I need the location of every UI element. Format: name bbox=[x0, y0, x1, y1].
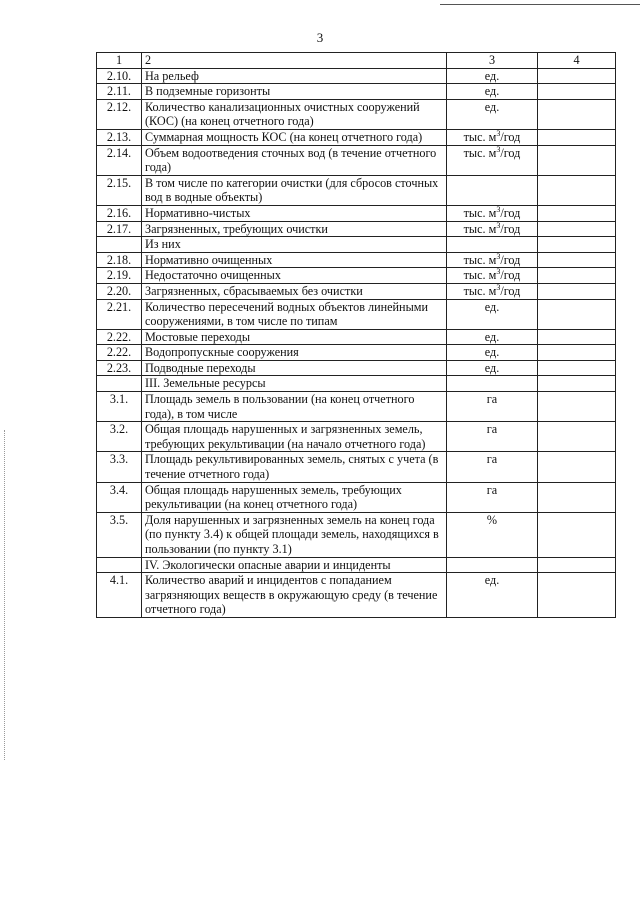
indicator-name: Количество пересечений водных объектов линейными сооружениями, в том числе по типам bbox=[142, 299, 447, 329]
value-cell bbox=[538, 283, 616, 299]
row-number bbox=[97, 376, 142, 392]
table-row bbox=[97, 360, 616, 376]
unit-cell: ед. bbox=[447, 84, 538, 100]
value-cell bbox=[538, 237, 616, 253]
header-col-4: 4 bbox=[538, 53, 616, 69]
row-number bbox=[97, 557, 142, 573]
table-row bbox=[97, 237, 616, 253]
value-cell bbox=[538, 422, 616, 452]
unit-cell: га bbox=[447, 482, 538, 512]
indicator-name: Загрязненных, сбрасываемых без очистки bbox=[142, 283, 447, 299]
row-number: 3.1. bbox=[97, 392, 142, 422]
indicator-name: Площадь земель в пользовании (на конец отчетного года), в том числе bbox=[142, 392, 447, 422]
table-row bbox=[97, 99, 616, 129]
row-number: 2.14. bbox=[97, 145, 142, 175]
table-row bbox=[97, 283, 616, 299]
indicator-name: Мостовые переходы bbox=[142, 329, 447, 345]
row-number: 2.22. bbox=[97, 329, 142, 345]
value-cell bbox=[538, 329, 616, 345]
unit-cell bbox=[447, 129, 538, 145]
value-cell bbox=[538, 221, 616, 237]
indicator-name: Общая площадь нарушенных и загрязненных земель, требующих рекультивации (на начало отчетного года) bbox=[142, 422, 447, 452]
unit-text: тыс. м bbox=[463, 268, 497, 283]
section-row bbox=[97, 376, 616, 392]
table-row bbox=[97, 345, 616, 361]
value-cell bbox=[538, 299, 616, 329]
value-cell bbox=[538, 376, 616, 392]
table-row bbox=[97, 329, 616, 345]
value-cell bbox=[538, 268, 616, 284]
unit-text: тыс. м bbox=[463, 283, 497, 298]
unit-exponent: 3 bbox=[496, 204, 501, 214]
unit-suffix: /год bbox=[500, 283, 521, 298]
unit-exponent: 3 bbox=[496, 267, 501, 277]
value-cell bbox=[538, 360, 616, 376]
unit-cell: ед. bbox=[447, 329, 538, 345]
header-row bbox=[97, 53, 616, 69]
value-cell bbox=[538, 68, 616, 84]
unit-cell bbox=[447, 221, 538, 237]
indicator-name: На рельеф bbox=[142, 68, 447, 84]
unit-suffix: /год bbox=[500, 145, 521, 160]
header-col-2: 2 bbox=[142, 53, 447, 69]
unit-cell bbox=[447, 237, 538, 253]
unit-suffix: /год bbox=[500, 129, 521, 144]
row-number: 2.23. bbox=[97, 360, 142, 376]
unit-text: тыс. м bbox=[463, 205, 497, 220]
row-number: 2.21. bbox=[97, 299, 142, 329]
page-number: 3 bbox=[316, 30, 324, 45]
table-row bbox=[97, 145, 616, 175]
unit-suffix: /год bbox=[500, 268, 521, 283]
indicator-name: Нормативно очищенных bbox=[142, 252, 447, 268]
value-cell bbox=[538, 99, 616, 129]
table-row bbox=[97, 129, 616, 145]
indicator-name: В том числе по категории очистки (для сбросов сточных вод в водные объекты) bbox=[142, 175, 447, 205]
unit-exponent: 3 bbox=[496, 144, 501, 154]
unit-exponent: 3 bbox=[496, 220, 501, 230]
value-cell bbox=[538, 175, 616, 205]
table-row bbox=[97, 268, 616, 284]
indicator-name: Общая площадь нарушенных земель, требующих рекультивации (на конец отчетного года) bbox=[142, 482, 447, 512]
unit-text: тыс. м bbox=[463, 129, 497, 144]
unit-exponent: 3 bbox=[496, 282, 501, 292]
row-number: 2.13. bbox=[97, 129, 142, 145]
table-row bbox=[97, 84, 616, 100]
indicator-name: Доля нарушенных и загрязненных земель на конец года (по пункту 3.4) к общей площади земель, находящихся в пользовании (по пункту 3.1) bbox=[142, 512, 447, 557]
row-number: 3.4. bbox=[97, 482, 142, 512]
unit-cell: ед. bbox=[447, 68, 538, 84]
table-row bbox=[97, 573, 616, 618]
unit-cell bbox=[447, 145, 538, 175]
table-row bbox=[97, 452, 616, 482]
value-cell bbox=[538, 205, 616, 221]
unit-cell: ед. bbox=[447, 360, 538, 376]
scan-edge-marks bbox=[4, 430, 6, 760]
top-rule bbox=[440, 4, 640, 5]
unit-cell: га bbox=[447, 392, 538, 422]
unit-cell bbox=[447, 268, 538, 284]
indicator-name: Загрязненных, требующих очистки bbox=[142, 221, 447, 237]
unit-suffix: /год bbox=[500, 205, 521, 220]
value-cell bbox=[538, 345, 616, 361]
indicator-name: Количество канализационных очистных сооружений (КОС) (на конец отчетного года) bbox=[142, 99, 447, 129]
row-number: 4.1. bbox=[97, 573, 142, 618]
section-title: IV. Экологически опасные аварии и инциденты bbox=[142, 557, 447, 573]
unit-cell: га bbox=[447, 422, 538, 452]
indicator-name: Водопропускные сооружения bbox=[142, 345, 447, 361]
table-row bbox=[97, 205, 616, 221]
value-cell bbox=[538, 145, 616, 175]
row-number: 3.3. bbox=[97, 452, 142, 482]
unit-text: тыс. м bbox=[463, 221, 497, 236]
unit-suffix: /год bbox=[500, 221, 521, 236]
value-cell bbox=[538, 392, 616, 422]
table-row bbox=[97, 252, 616, 268]
unit-cell bbox=[447, 252, 538, 268]
indicator-name: Площадь рекультивированных земель, снятых с учета (в течение отчетного года) bbox=[142, 452, 447, 482]
value-cell bbox=[538, 84, 616, 100]
indicator-name: В подземные горизонты bbox=[142, 84, 447, 100]
header-col-3: 3 bbox=[447, 53, 538, 69]
unit-cell bbox=[447, 376, 538, 392]
value-cell bbox=[538, 482, 616, 512]
unit-cell bbox=[447, 175, 538, 205]
table-row bbox=[97, 175, 616, 205]
row-number: 2.22. bbox=[97, 345, 142, 361]
table-row bbox=[97, 299, 616, 329]
unit-cell: ед. bbox=[447, 299, 538, 329]
value-cell bbox=[538, 512, 616, 557]
indicator-name: Подводные переходы bbox=[142, 360, 447, 376]
row-number: 2.19. bbox=[97, 268, 142, 284]
table-row bbox=[97, 221, 616, 237]
unit-exponent: 3 bbox=[496, 251, 501, 261]
row-number: 2.10. bbox=[97, 68, 142, 84]
row-number: 3.2. bbox=[97, 422, 142, 452]
unit-cell: га bbox=[447, 452, 538, 482]
indicator-name: Суммарная мощность КОС (на конец отчетного года) bbox=[142, 129, 447, 145]
table-row bbox=[97, 422, 616, 452]
unit-cell: % bbox=[447, 512, 538, 557]
unit-text: тыс. м bbox=[463, 252, 497, 267]
value-cell bbox=[538, 557, 616, 573]
value-cell bbox=[538, 252, 616, 268]
row-number: 2.12. bbox=[97, 99, 142, 129]
unit-cell: ед. bbox=[447, 99, 538, 129]
table-row bbox=[97, 68, 616, 84]
value-cell bbox=[538, 452, 616, 482]
indicator-name: Объем водоотведения сточных вод (в течение отчетного года) bbox=[142, 145, 447, 175]
section-title: III. Земельные ресурсы bbox=[142, 376, 447, 392]
indicator-name: Нормативно-чистых bbox=[142, 205, 447, 221]
row-number: 2.20. bbox=[97, 283, 142, 299]
table-row bbox=[97, 512, 616, 557]
row-number: 2.18. bbox=[97, 252, 142, 268]
row-number: 3.5. bbox=[97, 512, 142, 557]
row-number: 2.11. bbox=[97, 84, 142, 100]
unit-cell: ед. bbox=[447, 345, 538, 361]
row-number: 2.17. bbox=[97, 221, 142, 237]
header-col-1: 1 bbox=[97, 53, 142, 69]
table-row bbox=[97, 392, 616, 422]
unit-cell bbox=[447, 205, 538, 221]
row-number: 2.15. bbox=[97, 175, 142, 205]
report-table bbox=[96, 52, 616, 618]
unit-cell bbox=[447, 283, 538, 299]
unit-suffix: /год bbox=[500, 252, 521, 267]
unit-text: тыс. м bbox=[463, 145, 497, 160]
unit-exponent: 3 bbox=[496, 128, 501, 138]
section-row bbox=[97, 557, 616, 573]
value-cell bbox=[538, 129, 616, 145]
table-row bbox=[97, 482, 616, 512]
indicator-name: Недостаточно очищенных bbox=[142, 268, 447, 284]
indicator-name: Количество аварий и инцидентов с попаданием загрязняющих веществ в окружающую среду (в течение отчетного года) bbox=[142, 573, 447, 618]
unit-cell bbox=[447, 557, 538, 573]
row-number bbox=[97, 237, 142, 253]
indicator-name: Из них bbox=[142, 237, 447, 253]
value-cell bbox=[538, 573, 616, 618]
unit-cell: ед. bbox=[447, 573, 538, 618]
row-number: 2.16. bbox=[97, 205, 142, 221]
